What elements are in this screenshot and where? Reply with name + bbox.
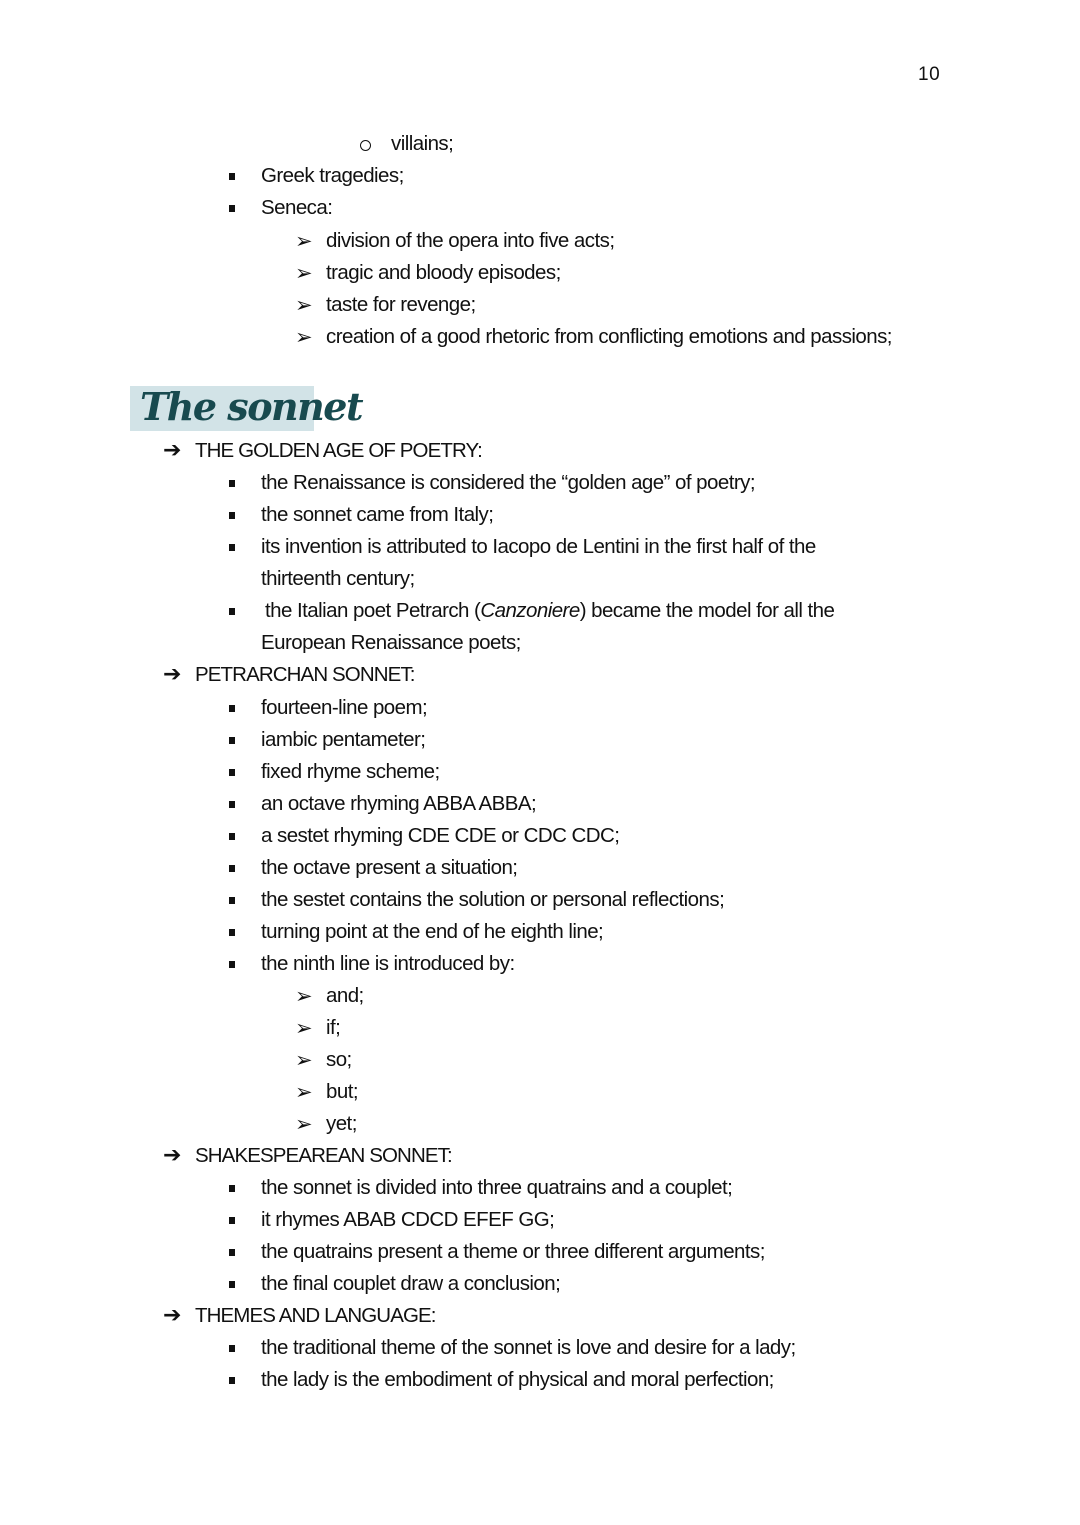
text-segment: the Italian poet Petrarch ( bbox=[265, 599, 481, 622]
arrowhead-bullet-icon: ➢ bbox=[295, 984, 313, 1008]
list-item-text: the final couplet draw a conclusion; bbox=[261, 1272, 561, 1295]
square-bullet-icon bbox=[229, 801, 235, 808]
square-bullet-icon bbox=[229, 961, 235, 968]
work-title: Canzoniere bbox=[480, 599, 580, 622]
list-item-text bbox=[265, 595, 834, 627]
arrowhead-bullet-icon: ➢ bbox=[295, 1048, 313, 1072]
list-item-text: European Renaissance poets; bbox=[261, 631, 521, 654]
arrowhead-bullet-icon: ➢ bbox=[295, 325, 313, 349]
list-item-text: Greek tragedies; bbox=[261, 164, 404, 187]
square-bullet-icon bbox=[229, 173, 235, 180]
right-arrow-icon: ➔ bbox=[163, 438, 181, 463]
square-bullet-icon bbox=[229, 1249, 235, 1256]
heading-text: THEMES AND LANGUAGE: bbox=[195, 1304, 436, 1327]
list-item-text: if; bbox=[326, 1016, 341, 1039]
list-item-text: turning point at the end of he eighth line; bbox=[261, 920, 604, 943]
square-bullet-icon bbox=[229, 512, 235, 519]
list-item-text: fourteen-line poem; bbox=[261, 696, 428, 719]
list-item-text: Seneca: bbox=[261, 196, 333, 219]
list-item-text: but; bbox=[326, 1080, 358, 1103]
right-arrow-icon: ➔ bbox=[163, 662, 181, 687]
square-bullet-icon bbox=[229, 737, 235, 744]
text-segment: ) became the model for all the bbox=[579, 599, 835, 622]
list-item-text: iambic pentameter; bbox=[261, 728, 426, 751]
list-item-text: the octave present a situation; bbox=[261, 856, 518, 879]
square-bullet-icon bbox=[229, 769, 235, 776]
list-item-text: yet; bbox=[326, 1112, 357, 1135]
list-item-text: the sonnet came from Italy; bbox=[261, 503, 494, 526]
square-bullet-icon bbox=[229, 705, 235, 712]
square-bullet-icon bbox=[229, 1377, 235, 1384]
list-item-text: villains; bbox=[391, 132, 454, 155]
arrowhead-bullet-icon: ➢ bbox=[295, 1112, 313, 1136]
arrowhead-bullet-icon: ➢ bbox=[295, 229, 313, 253]
list-item-text: fixed rhyme scheme; bbox=[261, 760, 440, 783]
square-bullet-icon bbox=[229, 205, 235, 212]
right-arrow-icon: ➔ bbox=[163, 1303, 181, 1328]
right-arrow-icon: ➔ bbox=[163, 1143, 181, 1168]
arrowhead-bullet-icon: ➢ bbox=[295, 293, 313, 317]
list-item-text: the ninth line is introduced by: bbox=[261, 952, 515, 975]
arrowhead-bullet-icon: ➢ bbox=[295, 1016, 313, 1040]
arrowhead-bullet-icon: ➢ bbox=[295, 261, 313, 285]
square-bullet-icon bbox=[229, 1345, 235, 1352]
list-item-text: the quatrains present a theme or three different arguments; bbox=[261, 1240, 765, 1263]
heading-text: THE GOLDEN AGE OF POETRY: bbox=[195, 439, 482, 462]
list-item-text: a sestet rhyming CDE CDE or CDC CDC; bbox=[261, 824, 620, 847]
list-item-text: the lady is the embodiment of physical and moral perfection; bbox=[261, 1368, 774, 1391]
page-number: 10 bbox=[918, 64, 941, 85]
list-item-text: and; bbox=[326, 984, 364, 1007]
circle-bullet-icon bbox=[360, 140, 371, 151]
list-item-text: it rhymes ABAB CDCD EFEF GG; bbox=[261, 1208, 555, 1231]
section-title: The sonnet bbox=[140, 384, 363, 429]
square-bullet-icon bbox=[229, 833, 235, 840]
square-bullet-icon bbox=[229, 929, 235, 936]
heading-text: SHAKESPEAREAN SONNET: bbox=[195, 1144, 452, 1167]
list-item-text: taste for revenge; bbox=[326, 293, 476, 316]
square-bullet-icon bbox=[229, 544, 235, 551]
square-bullet-icon bbox=[229, 480, 235, 487]
list-item-text: the sestet contains the solution or personal reflections; bbox=[261, 888, 725, 911]
square-bullet-icon bbox=[229, 897, 235, 904]
square-bullet-icon bbox=[229, 865, 235, 872]
list-item-text: the traditional theme of the sonnet is love and desire for a lady; bbox=[261, 1336, 796, 1359]
list-item-text: division of the opera into five acts; bbox=[326, 229, 615, 252]
list-item-text: the Renaissance is considered the “golden age” of poetry; bbox=[261, 471, 756, 494]
square-bullet-icon bbox=[229, 608, 235, 615]
list-item-text: so; bbox=[326, 1048, 352, 1071]
square-bullet-icon bbox=[229, 1217, 235, 1224]
list-item-text: its invention is attributed to Iacopo de Lentini in the first half of the bbox=[261, 535, 816, 558]
square-bullet-icon bbox=[229, 1185, 235, 1192]
list-item-text: creation of a good rhetoric from conflicting emotions and passions; bbox=[326, 325, 892, 348]
list-item-text: the sonnet is divided into three quatrains and a couplet; bbox=[261, 1176, 733, 1199]
list-item-text: thirteenth century; bbox=[261, 567, 415, 590]
list-item-text: an octave rhyming ABBA ABBA; bbox=[261, 792, 537, 815]
list-item-text: tragic and bloody episodes; bbox=[326, 261, 561, 284]
square-bullet-icon bbox=[229, 1281, 235, 1288]
heading-text: PETRARCHAN SONNET: bbox=[195, 663, 415, 686]
arrowhead-bullet-icon: ➢ bbox=[295, 1080, 313, 1104]
